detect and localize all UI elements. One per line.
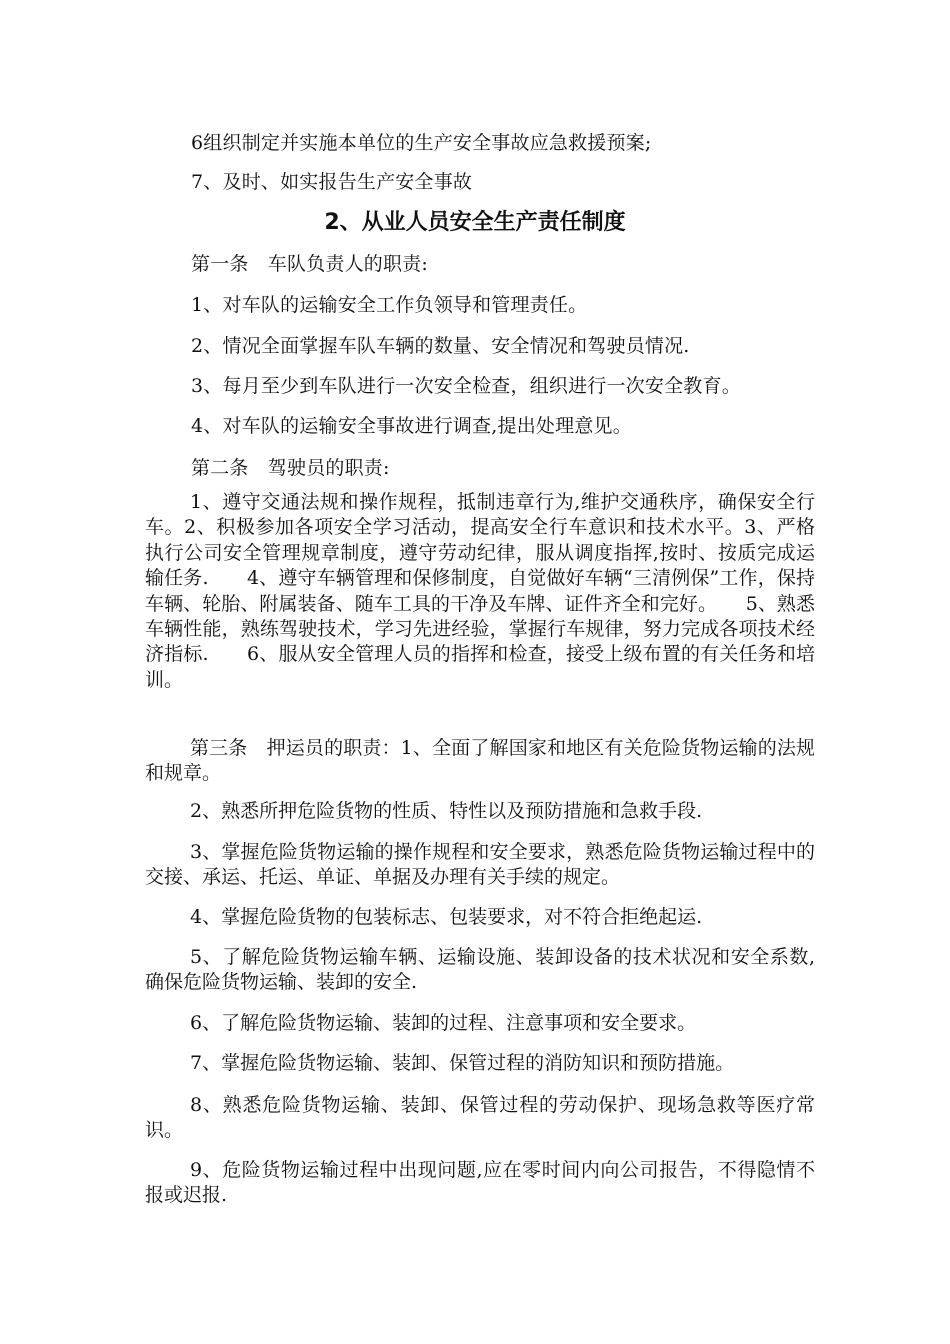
article3-paragraph-5: 5、了解危险货物运输车辆、运输设施、装卸设备的技术状况和安全系数,确保危险货物运输、装卸的安全. [145, 946, 815, 994]
article3-paragraph-7: 7、掌握危险货物运输、装卸、保管过程的消防知识和预防措施。 [190, 1052, 735, 1074]
article1-item-3: 3、每月至少到车队进行一次安全检查，组织进行一次安全教育。 [191, 375, 741, 397]
article3-paragraph-9: 9、危险货物运输过程中出现问题,应在零时间内向公司报告，不得隐情不报或迟报. [145, 1159, 815, 1207]
article3-paragraph-2: 2、熟悉所押危险货物的性质、特性以及预防措施和急救手段. [190, 800, 703, 822]
intro-item-7: 7、及时、如实报告生产安全事故 [191, 171, 473, 193]
article2-heading: 第二条 驾驶员的职责: [191, 457, 390, 479]
article3-paragraph-8: 8、熟悉危险货物运输、装卸、保管过程的劳动保护、现场急救等医疗常识。 [145, 1094, 815, 1142]
article1-heading: 第一条 车队负责人的职责: [191, 253, 429, 275]
article1-item-1: 1、对车队的运输安全工作负领导和管理责任。 [191, 294, 588, 316]
intro-item-6: 6组织制定并实施本单位的生产安全事故应急救援预案; [191, 132, 652, 154]
article3-paragraph-4: 4、掌握危险货物的包装标志、包装要求，对不符合拒绝起运. [190, 906, 703, 928]
article3-paragraph-3: 3、掌握危险货物运输的操作规程和安全要求，熟悉危险货物运输过程中的交接、承运、托运、单证、单据及办理有关手续的规定。 [145, 841, 815, 889]
article1-item-4: 4、对车队的运输安全事故进行调查,提出处理意见。 [191, 415, 632, 437]
article1-item-2: 2、情况全面掌握车队车辆的数量、安全情况和驾驶员情况. [191, 335, 690, 357]
section-title: 2、从业人员安全生产责任制度 [324, 210, 626, 235]
article3-paragraph-1: 第三条 押运员的职责：1、全面了解国家和地区有关危险货物运输的法规和规章。 [145, 737, 815, 785]
article2-body: 1、遵守交通法规和操作规程，抵制违章行为,维护交通秩序，确保安全行车。2、积极参加各项安全学习活动，提高安全行车意识和技术水平。3、严格执行公司安全管理规章制度，遵守劳动纪律，服从调度指挥,按时、按质完成运输任务. 4、遵守车辆管理和保修制度，自觉做好车辆“三清例保”工作，保持车辆、轮胎、附属装备、随车工具的干净及车牌、证件齐全和完好。 5、熟悉车辆性能，熟练驾驶技术，学习先进经验，掌握行车规律，努力完成各项技术经济指标. 6、服从安全管理人员的指挥和检查，接受上级布置的有关任务和培训。 [145, 491, 815, 691]
article3-paragraph-6: 6、了解危险货物运输、装卸的过程、注意事项和安全要求。 [190, 1012, 697, 1034]
